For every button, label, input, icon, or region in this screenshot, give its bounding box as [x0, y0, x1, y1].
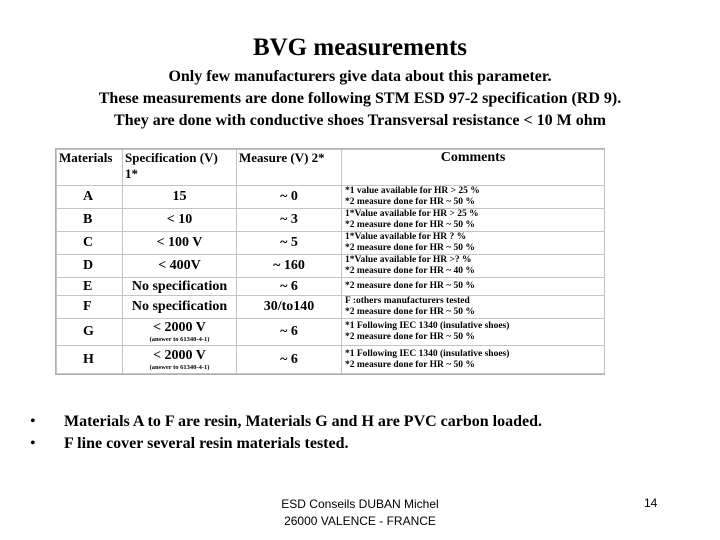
spec-cell: [123, 346, 237, 374]
spec-cell: < 400V: [123, 255, 237, 278]
comment-cell: [342, 186, 605, 209]
spec-value: < 2000 V: [153, 347, 206, 363]
comment-line: *2 measure done for HR ~ 50 %: [345, 197, 475, 207]
table-row: [57, 278, 605, 296]
material-cell: B: [57, 209, 123, 232]
comment-line: *2 measure done for HR ~ 50 %: [345, 307, 475, 317]
measure-cell: ~ 6: [237, 346, 342, 374]
measure-cell: ~ 5: [237, 232, 342, 255]
spec-note: (answer to 61340-4-1): [149, 336, 210, 343]
slide-title: BVG measurements: [252, 34, 468, 61]
comment-line: *1 value available for HR > 25 %: [345, 186, 480, 196]
comment-cell: [342, 278, 605, 296]
comment-cell: [342, 346, 605, 374]
comment-cell: [342, 255, 605, 278]
list-item: [30, 411, 542, 433]
table-row: [57, 296, 605, 319]
material-cell: C: [57, 232, 123, 255]
material-cell: E: [57, 278, 123, 296]
comment-cell: [342, 232, 605, 255]
subtitle-line-3: They are done with conductive shoes Transversal resistance < 10 M ohm: [114, 112, 606, 129]
footer-line-2: 26000 VALENCE - FRANCE: [284, 514, 436, 528]
footer: [250, 496, 470, 530]
table-row: [57, 232, 605, 255]
comment-line: *1 Following IEC 1340 (insulative shoes): [345, 321, 510, 331]
subtitle-line-1: Only few manufacturers give data about this parameter.: [168, 68, 552, 85]
bullet-list: [30, 411, 542, 455]
comment-line: 1*Value available for HR ? %: [345, 232, 467, 242]
spec-cell: 15: [123, 186, 237, 209]
header-specification: Specification (V) 1*: [123, 150, 237, 186]
measure-cell: ~ 3: [237, 209, 342, 232]
table-row: [57, 209, 605, 232]
spec-cell: No specification: [123, 278, 237, 296]
material-cell: F: [57, 296, 123, 319]
spec-note: (answer to 61340-4-1): [149, 363, 210, 371]
table-row: [57, 319, 605, 346]
bullet-text: Materials A to F are resin, Materials G and H are PVC carbon loaded.: [64, 413, 543, 430]
comment-cell: [342, 319, 605, 346]
measure-cell: ~ 6: [237, 319, 342, 346]
list-item: [30, 433, 542, 455]
measurements-table: [55, 148, 605, 375]
header-measure: Measure (V) 2*: [237, 150, 342, 186]
bullet-text: F line cover several resin materials tested.: [64, 435, 349, 452]
material-cell: A: [57, 186, 123, 209]
measure-cell: ~ 6: [237, 278, 342, 296]
page-number: 14: [644, 496, 658, 510]
measure-cell: ~ 160: [237, 255, 342, 278]
comment-cell: [342, 209, 605, 232]
comment-line: *2 measure done for HR ~ 50 %: [345, 332, 475, 342]
bullet-marker: •: [30, 435, 36, 452]
material-cell: D: [57, 255, 123, 278]
comment-line: *2 measure done for HR ~ 40 %: [345, 266, 475, 276]
comment-cell: [342, 296, 605, 319]
comment-line: 1*Value available for HR > 25 %: [345, 209, 479, 219]
comment-line: *2 measure done for HR ~ 50 %: [345, 220, 475, 230]
spec-cell: < 100 V: [123, 232, 237, 255]
material-cell: G: [57, 319, 123, 346]
bullet-marker: •: [30, 413, 36, 430]
table-row: [57, 255, 605, 278]
comment-line: *2 measure done for HR ~ 50 %: [345, 243, 475, 253]
comment-line: *2 measure done for HR ~ 50 %: [345, 359, 475, 370]
measure-cell: ~ 0: [237, 186, 342, 209]
comment-line: *1 Following IEC 1340 (insulative shoes): [345, 348, 510, 359]
comment-line: 1*Value available for HR >? %: [345, 255, 472, 265]
measure-cell: 30/to140: [237, 296, 342, 319]
subtitle-line-2: These measurements are done following STM ESD 97-2 specification (RD 9).: [98, 90, 622, 107]
table-row: [57, 346, 605, 374]
header-comments: Comments: [342, 150, 605, 186]
spec-value: < 2000 V: [153, 320, 206, 335]
material-cell: H: [57, 346, 123, 374]
table-header-row: [57, 150, 605, 186]
spec-cell: No specification: [123, 296, 237, 319]
comment-line: *2 measure done for HR ~ 50 %: [345, 281, 475, 291]
table-row: [57, 186, 605, 209]
comment-line: F :others manufacturers tested: [345, 296, 470, 306]
spec-cell: < 10: [123, 209, 237, 232]
header-materials: Materials: [57, 150, 123, 186]
footer-line-1: ESD Conseils DUBAN Michel: [281, 497, 439, 511]
spec-cell: [123, 319, 237, 346]
